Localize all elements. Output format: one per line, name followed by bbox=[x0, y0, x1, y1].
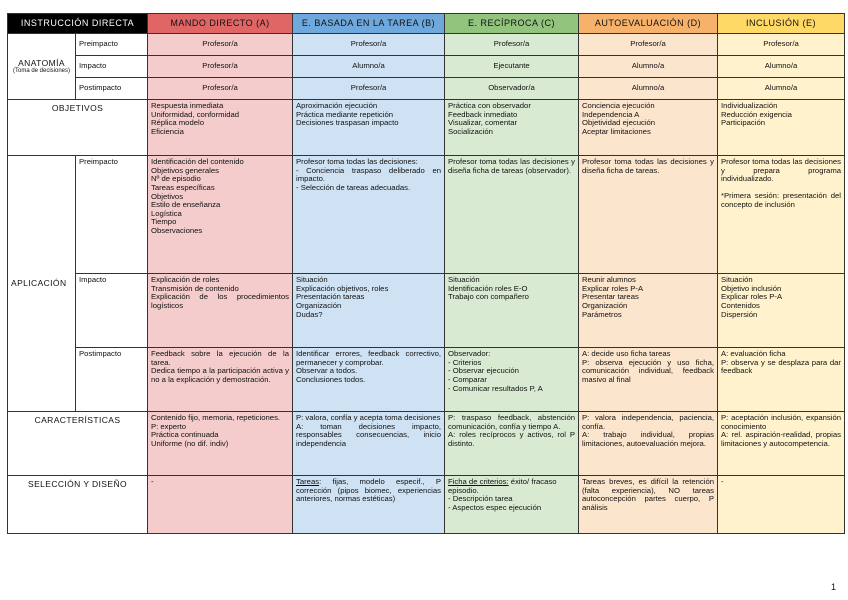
anatomia-cell: Alumno/a bbox=[579, 78, 718, 100]
aplicacion-cell: A: decide uso ficha tareas P: observa ejecución y uso ficha, comunicación individual, feedback masivo al final bbox=[579, 348, 718, 412]
anatomia-row-postimpacto bbox=[8, 78, 845, 100]
aplicacion-row-postimpacto bbox=[8, 348, 845, 412]
sublabel-impacto: Impacto bbox=[76, 274, 148, 348]
seleccion-row bbox=[8, 476, 845, 534]
seleccion-text: : fijas, modelo especif., P corrección (pipos biomec, experiencias anteriores, normas estéticas) bbox=[296, 477, 441, 504]
header-basada-tarea: E. BASADA EN LA TAREA (B) bbox=[293, 14, 445, 34]
sublabel-preimpacto: Preimpacto bbox=[76, 156, 148, 274]
objetivos-cell: Aproximación ejecución Práctica mediante repetición Decisiones traspasan impacto bbox=[293, 100, 445, 156]
anatomia-cell: Profesor/a bbox=[148, 34, 293, 56]
anatomia-cell: Alumno/a bbox=[718, 56, 845, 78]
anatomia-cell: Profesor/a bbox=[293, 34, 445, 56]
anatomia-cell: Profesor/a bbox=[579, 34, 718, 56]
seleccion-cell bbox=[445, 476, 579, 534]
caracteristicas-label: CARACTERÍSTICAS bbox=[8, 412, 148, 476]
anatomia-cell: Observador/a bbox=[445, 78, 579, 100]
page-number: 1 bbox=[830, 582, 836, 592]
objetivos-cell: Individualización Reducción exigencia Participación bbox=[718, 100, 845, 156]
aplicacion-text: *Primera sesión: presentación del concepto de inclusión bbox=[721, 190, 841, 209]
caracteristicas-cell: P: traspaso feedback, abstención comunicación, confía y tiempo A. A: roles recíprocos y activos, rol P distinto. bbox=[445, 412, 579, 476]
sublabel-impacto: Impacto bbox=[76, 56, 148, 78]
aplicacion-cell: Profesor toma todas las decisiones y diseña ficha de tareas. bbox=[579, 156, 718, 274]
sublabel-postimpacto: Postimpacto bbox=[76, 348, 148, 412]
header-row bbox=[8, 14, 845, 34]
aplicacion-row-impacto bbox=[8, 274, 845, 348]
objetivos-label: OBJETIVOS bbox=[8, 100, 148, 156]
anatomia-cell: Alumno/a bbox=[718, 78, 845, 100]
anatomia-title: ANATOMÍA bbox=[18, 57, 65, 68]
aplicacion-cell: A: evaluación ficha P: observa y se desplaza para dar feedback bbox=[718, 348, 845, 412]
seleccion-label: SELECCIÓN Y DISEÑO bbox=[8, 476, 148, 534]
anatomia-cell: Profesor/a bbox=[148, 78, 293, 100]
aplicacion-cell: Situación Identificación roles E-O Trabajo con compañero bbox=[445, 274, 579, 348]
aplicacion-cell: Profesor toma todas las decisiones y diseña ficha de tareas (observador). bbox=[445, 156, 579, 274]
objetivos-cell: Práctica con observador Feedback inmediato Visualizar, comentar Socialización bbox=[445, 100, 579, 156]
anatomia-cell: Ejecutante bbox=[445, 56, 579, 78]
aplicacion-cell: Identificación del contenido Objetivos generales Nº de episodio Tareas específicas Objetivos Estilo de enseñanza Logística Tiempo Observaciones bbox=[148, 156, 293, 274]
aplicacion-cell: Reunir alumnos Explicar roles P-A Presentar tareas Organización Parámetros bbox=[579, 274, 718, 348]
header-mando-directo: MANDO DIRECTO (A) bbox=[148, 14, 293, 34]
caracteristicas-cell: P: aceptación inclusión, expansión conocimiento A: rel. aspiración-realidad, propias limitaciones y autocompetencia. bbox=[718, 412, 845, 476]
aplicacion-cell: Explicación de roles Transmisión de contenido Explicación de los procedimientos logísticos bbox=[148, 274, 293, 348]
caracteristicas-cell: Contenido fijo, memoria, repeticiones. P: experto Práctica continuada Uniforme (no dif. indiv) bbox=[148, 412, 293, 476]
aplicacion-cell: Profesor toma todas las decisiones: - Conciencia traspaso deliberado en impacto. - Selección de tareas adecuadas. bbox=[293, 156, 445, 274]
anatomia-cell: Profesor/a bbox=[445, 34, 579, 56]
header-inclusion: INCLUSIÓN (E) bbox=[718, 14, 845, 34]
anatomia-cell: Profesor/a bbox=[293, 78, 445, 100]
anatomia-cell: Profesor/a bbox=[718, 34, 845, 56]
aplicacion-label: APLICACIÓN bbox=[8, 156, 76, 412]
seleccion-cell: - bbox=[148, 476, 293, 534]
seleccion-cell: - bbox=[718, 476, 845, 534]
aplicacion-cell: Observador: - Criterios - Observar ejecución - Comparar - Comunicar resultados P, A bbox=[445, 348, 579, 412]
anatomia-cell: Profesor/a bbox=[148, 56, 293, 78]
caracteristicas-cell: P: valora independencia, paciencia, confía. A: trabajo individual, propias limitaciones, autoevaluación mejora. bbox=[579, 412, 718, 476]
aplicacion-cell: Identificar errores, feedback correctivo, permanecer y comprobar. Observar a todos. Conclusiones todos. bbox=[293, 348, 445, 412]
sublabel-postimpacto: Postimpacto bbox=[76, 78, 148, 100]
header-instruccion-directa: INSTRUCCIÓN DIRECTA bbox=[8, 14, 148, 34]
aplicacion-text: Profesor toma todas las decisiones y prepara programa individualizado. bbox=[721, 157, 841, 184]
anatomia-row-preimpacto bbox=[8, 34, 845, 56]
caracteristicas-row bbox=[8, 412, 845, 476]
teaching-styles-table bbox=[7, 13, 845, 534]
seleccion-cell: Tareas breves, es difícil la retención (falta experiencia), NO tareas autoconcepción partes cuerpo, P análisis bbox=[579, 476, 718, 534]
sublabel-preimpacto: Preimpacto bbox=[76, 34, 148, 56]
seleccion-underlined: Tareas bbox=[296, 477, 320, 486]
aplicacion-cell bbox=[718, 156, 845, 274]
seleccion-text: éxito/ fracaso episodio. - Descripción tarea - Aspectos espec ejecución bbox=[448, 477, 557, 512]
anatomia-label bbox=[8, 34, 76, 100]
objetivos-cell: Respuesta inmediata Uniformidad, conformidad Réplica modelo Eficiencia bbox=[148, 100, 293, 156]
header-autoevaluacion: AUTOEVALUACIÓN (D) bbox=[579, 14, 718, 34]
aplicacion-row-preimpacto bbox=[8, 156, 845, 274]
aplicacion-cell: Feedback sobre la ejecución de la tarea. Dedica tiempo a la participación activa y no a la explicación y demostración. bbox=[148, 348, 293, 412]
aplicacion-cell: Situación Objetivo inclusión Explicar roles P-A Contenidos Dispersión bbox=[718, 274, 845, 348]
anatomia-row-impacto bbox=[8, 56, 845, 78]
seleccion-cell bbox=[293, 476, 445, 534]
header-reciproca: E. RECÍPROCA (C) bbox=[445, 14, 579, 34]
anatomia-cell: Alumno/a bbox=[293, 56, 445, 78]
objetivos-row bbox=[8, 100, 845, 156]
caracteristicas-cell: P: valora, confía y acepta toma decisiones A: toman decisiones impacto, responsables consecuencias, inicio independencia bbox=[293, 412, 445, 476]
seleccion-underlined: Ficha de criterios: bbox=[448, 477, 509, 486]
anatomia-cell: Alumno/a bbox=[579, 56, 718, 78]
anatomia-subtitle: (Toma de decisiones) bbox=[12, 68, 71, 75]
aplicacion-cell: Situación Explicación objetivos, roles Presentación tareas Organización Dudas? bbox=[293, 274, 445, 348]
objetivos-cell: Conciencia ejecución Independencia A Objetividad ejecución Aceptar limitaciones bbox=[579, 100, 718, 156]
